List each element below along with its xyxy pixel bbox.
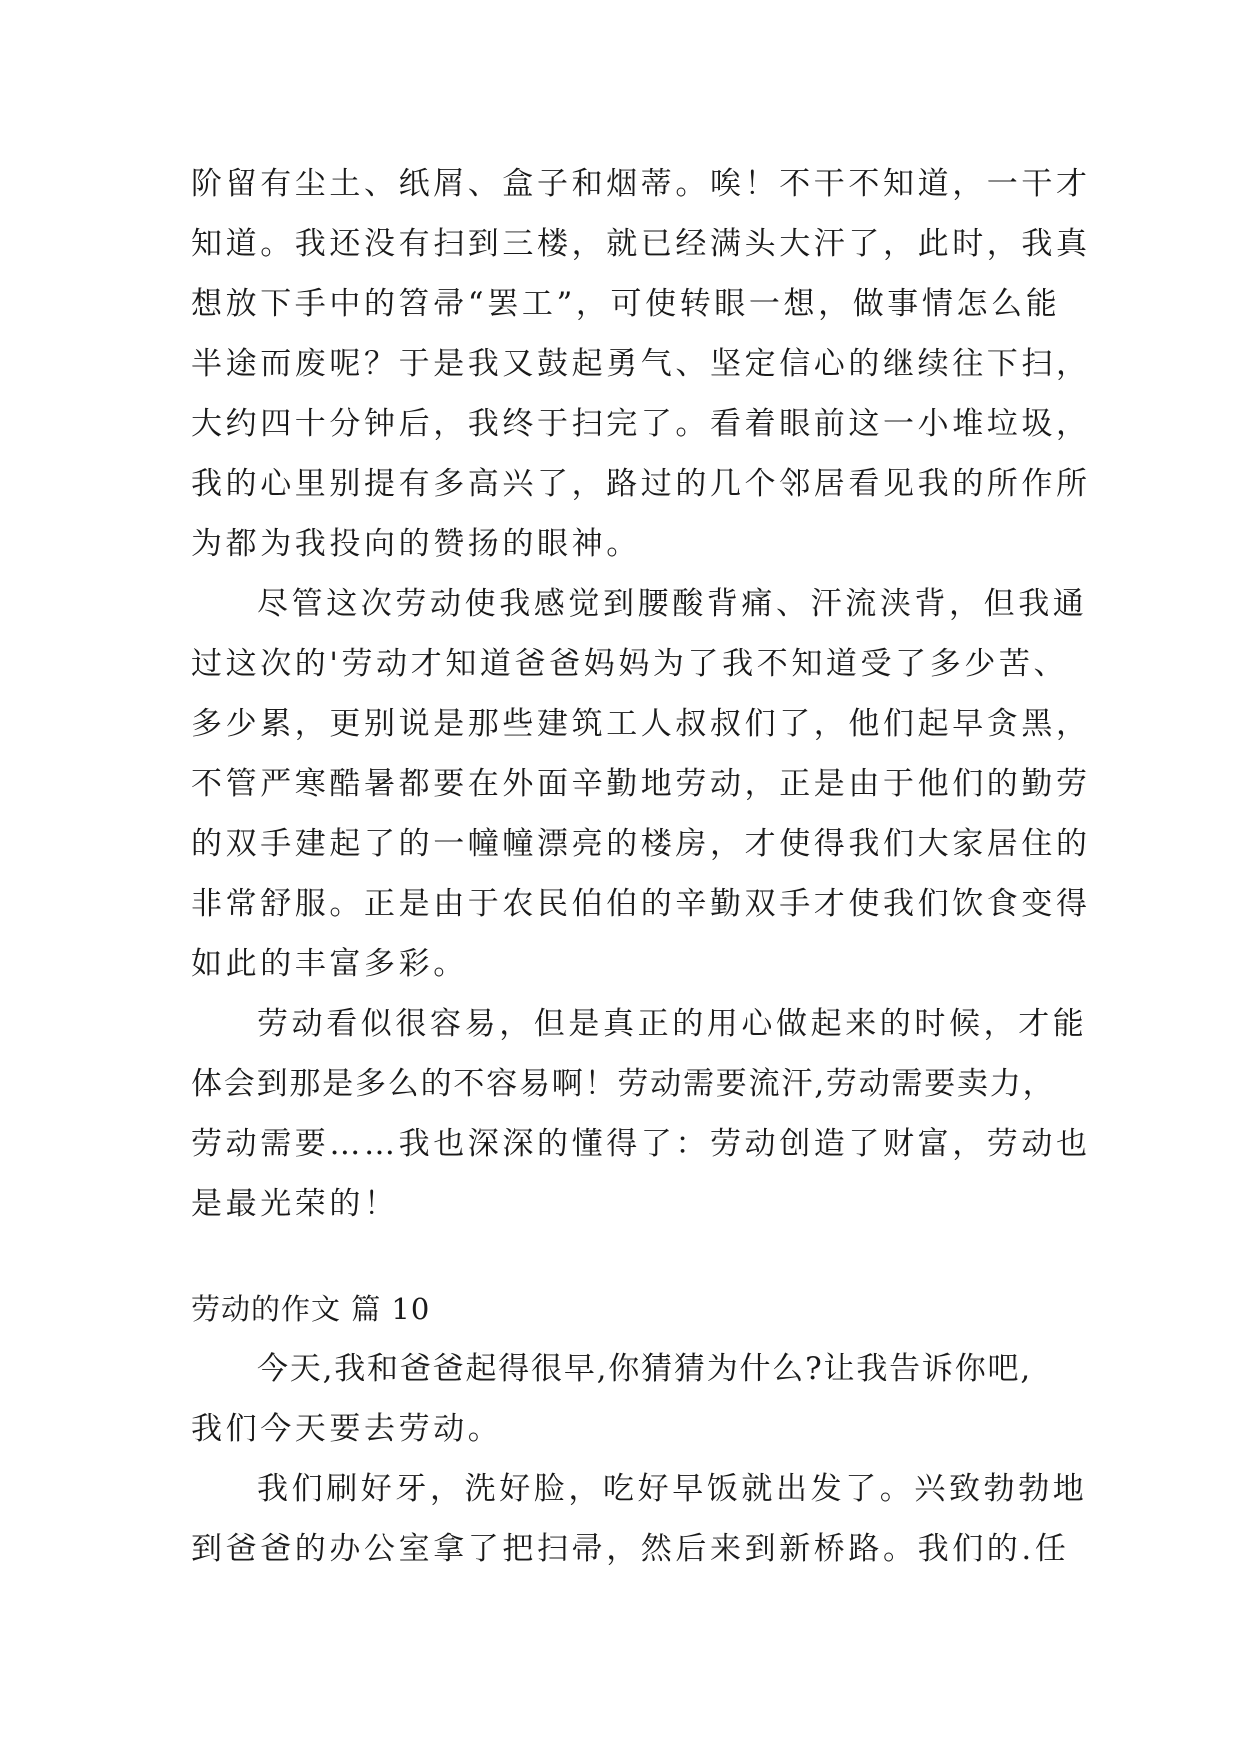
text-line: 今天,我和爸爸起得很早,你猜猜为什么?让我告诉你吧, — [257, 1351, 1032, 1387]
text-line: 体会到那是多么的不容易啊！劳动需要流汗,劳动需要卖力， — [191, 1066, 1056, 1102]
text-line: 知道。我还没有扫到三楼，就已经满头大汗了，此时，我真 — [191, 226, 1091, 262]
section-heading: 劳动的作文 篇 10 — [191, 1292, 431, 1326]
text-line: 的双手建起了的一幢幢漂亮的楼房，才使得我们大家居住的 — [191, 826, 1091, 862]
text-line: 到爸爸的办公室拿了把扫帚，然后来到新桥路。我们的.任 — [191, 1531, 1070, 1567]
text-line: 多少累，更别说是那些建筑工人叔叔们了，他们起早贪黑， — [191, 706, 1091, 742]
text-line: 阶留有尘土、纸屑、盒子和烟蒂。唉！不干不知道，一干才 — [191, 166, 1091, 202]
text-line: 为都为我投向的赞扬的眼神。 — [191, 526, 641, 562]
text-line: 大约四十分钟后，我终于扫完了。看着眼前这一小堆垃圾， — [191, 406, 1091, 442]
text-line: 想放下手中的笤帚“罢工”，可使转眼一想，做事情怎么能 — [191, 286, 1061, 322]
text-line: 劳动需要……我也深深的懂得了：劳动创造了财富，劳动也 — [191, 1126, 1091, 1162]
text-line: 劳动看似很容易，但是真正的用心做起来的时候，才能 — [257, 1006, 1088, 1042]
text-line: 我们今天要去劳动。 — [191, 1411, 503, 1447]
text-line: 我的心里别提有多高兴了，路过的几个邻居看见我的所作所 — [191, 466, 1091, 502]
text-line: 过这次的'劳动才知道爸爸妈妈为了我不知道受了多少苦、 — [191, 646, 1069, 682]
text-line: 如此的丰富多彩。 — [191, 946, 468, 982]
text-line: 尽管这次劳动使我感觉到腰酸背痛、汗流浃背，但我通 — [257, 586, 1088, 622]
text-line: 半途而废呢？于是我又鼓起勇气、坚定信心的继续往下扫， — [191, 346, 1091, 382]
text-line: 我们刷好牙，洗好脸，吃好早饭就出发了。兴致勃勃地 — [257, 1471, 1088, 1507]
text-line: 是最光荣的！ — [191, 1186, 399, 1222]
text-line: 不管严寒酷暑都要在外面辛勤地劳动，正是由于他们的勤劳 — [191, 766, 1091, 802]
text-line: 非常舒服。正是由于农民伯伯的辛勤双手才使我们饮食变得 — [191, 886, 1091, 922]
